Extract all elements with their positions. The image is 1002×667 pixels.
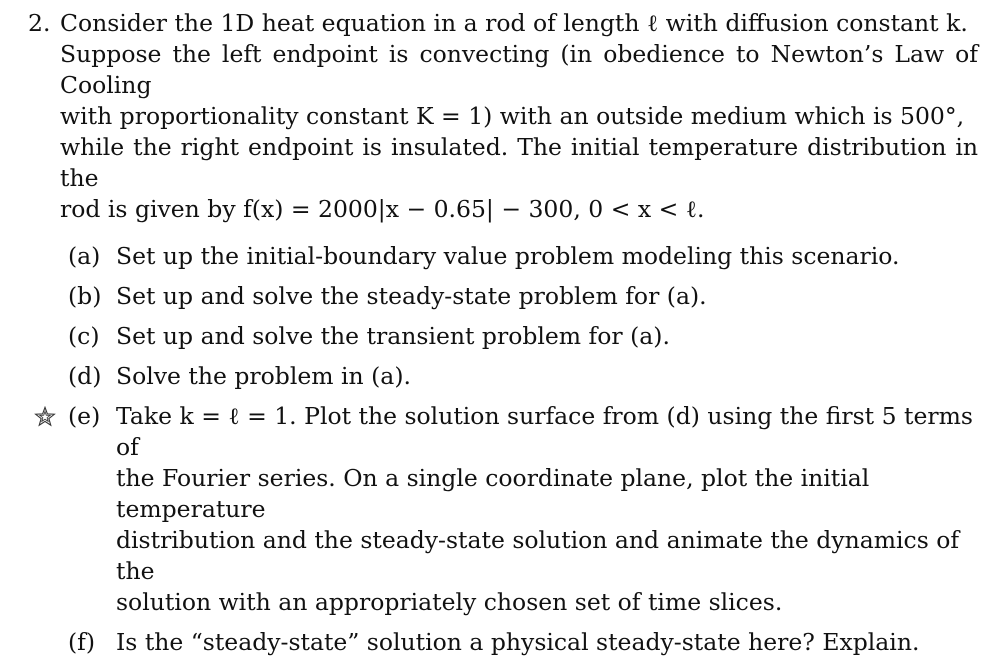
part-a-line-1: Set up the initial-boundary value problem modeling this scenario. [116, 242, 900, 270]
problem-number: 2. [28, 9, 51, 37]
part-e-line-3: distribution and the steady-state solution and animate the dynamics of the [116, 526, 960, 585]
problem-line-1: Consider the 1D heat equation in a rod of length ℓ with diffusion constant k. [60, 9, 968, 37]
part-d [68, 361, 978, 392]
part-d-line-1: Solve the problem in (a). [116, 362, 411, 390]
part-c [68, 321, 978, 352]
part-e-line-2: the Fourier series. On a single coordinate plane, plot the initial temperature [116, 464, 870, 523]
star-icon [34, 406, 56, 428]
part-d-label: (d) [68, 362, 102, 390]
part-f [68, 627, 978, 658]
problem-text [60, 8, 978, 225]
part-e-label: (e) [68, 402, 101, 430]
problem-statement [28, 8, 978, 225]
part-e-line-4: solution with an appropriately chosen set of time slices. [116, 588, 783, 616]
problem-line-2: Suppose the left endpoint is convecting (in obedience to Newton’s Law of Cooling [60, 40, 978, 99]
part-b [68, 281, 978, 312]
problem-2 [28, 8, 978, 667]
part-c-label: (c) [68, 322, 100, 350]
problem-line-5: rod is given by f(x) = 2000|x − 0.65| − 300, 0 < x < ℓ. [60, 195, 705, 223]
part-f-label: (f) [68, 628, 96, 656]
part-e-line-1: Take k = ℓ = 1. Plot the solution surface from (d) using the first 5 terms of [116, 402, 973, 461]
part-a-label: (a) [68, 242, 101, 270]
part-f-text [116, 627, 978, 658]
part-e-text [116, 401, 978, 618]
part-b-text [116, 281, 978, 312]
parts-list [68, 241, 978, 658]
problem-line-4: while the right endpoint is insulated. The initial temperature distribution in the [60, 133, 978, 192]
part-b-label: (b) [68, 282, 102, 310]
part-e [68, 401, 978, 618]
part-f-line-1: Is the “steady-state” solution a physical steady-state here? Explain. [116, 628, 920, 656]
problem-line-3: with proportionality constant K = 1) with an outside medium which is 500°, [60, 102, 965, 130]
part-d-text [116, 361, 978, 392]
part-c-text [116, 321, 978, 352]
part-a-text [116, 241, 978, 272]
part-b-line-1: Set up and solve the steady-state problem for (a). [116, 282, 707, 310]
part-c-line-1: Set up and solve the transient problem for (a). [116, 322, 670, 350]
part-a [68, 241, 978, 272]
